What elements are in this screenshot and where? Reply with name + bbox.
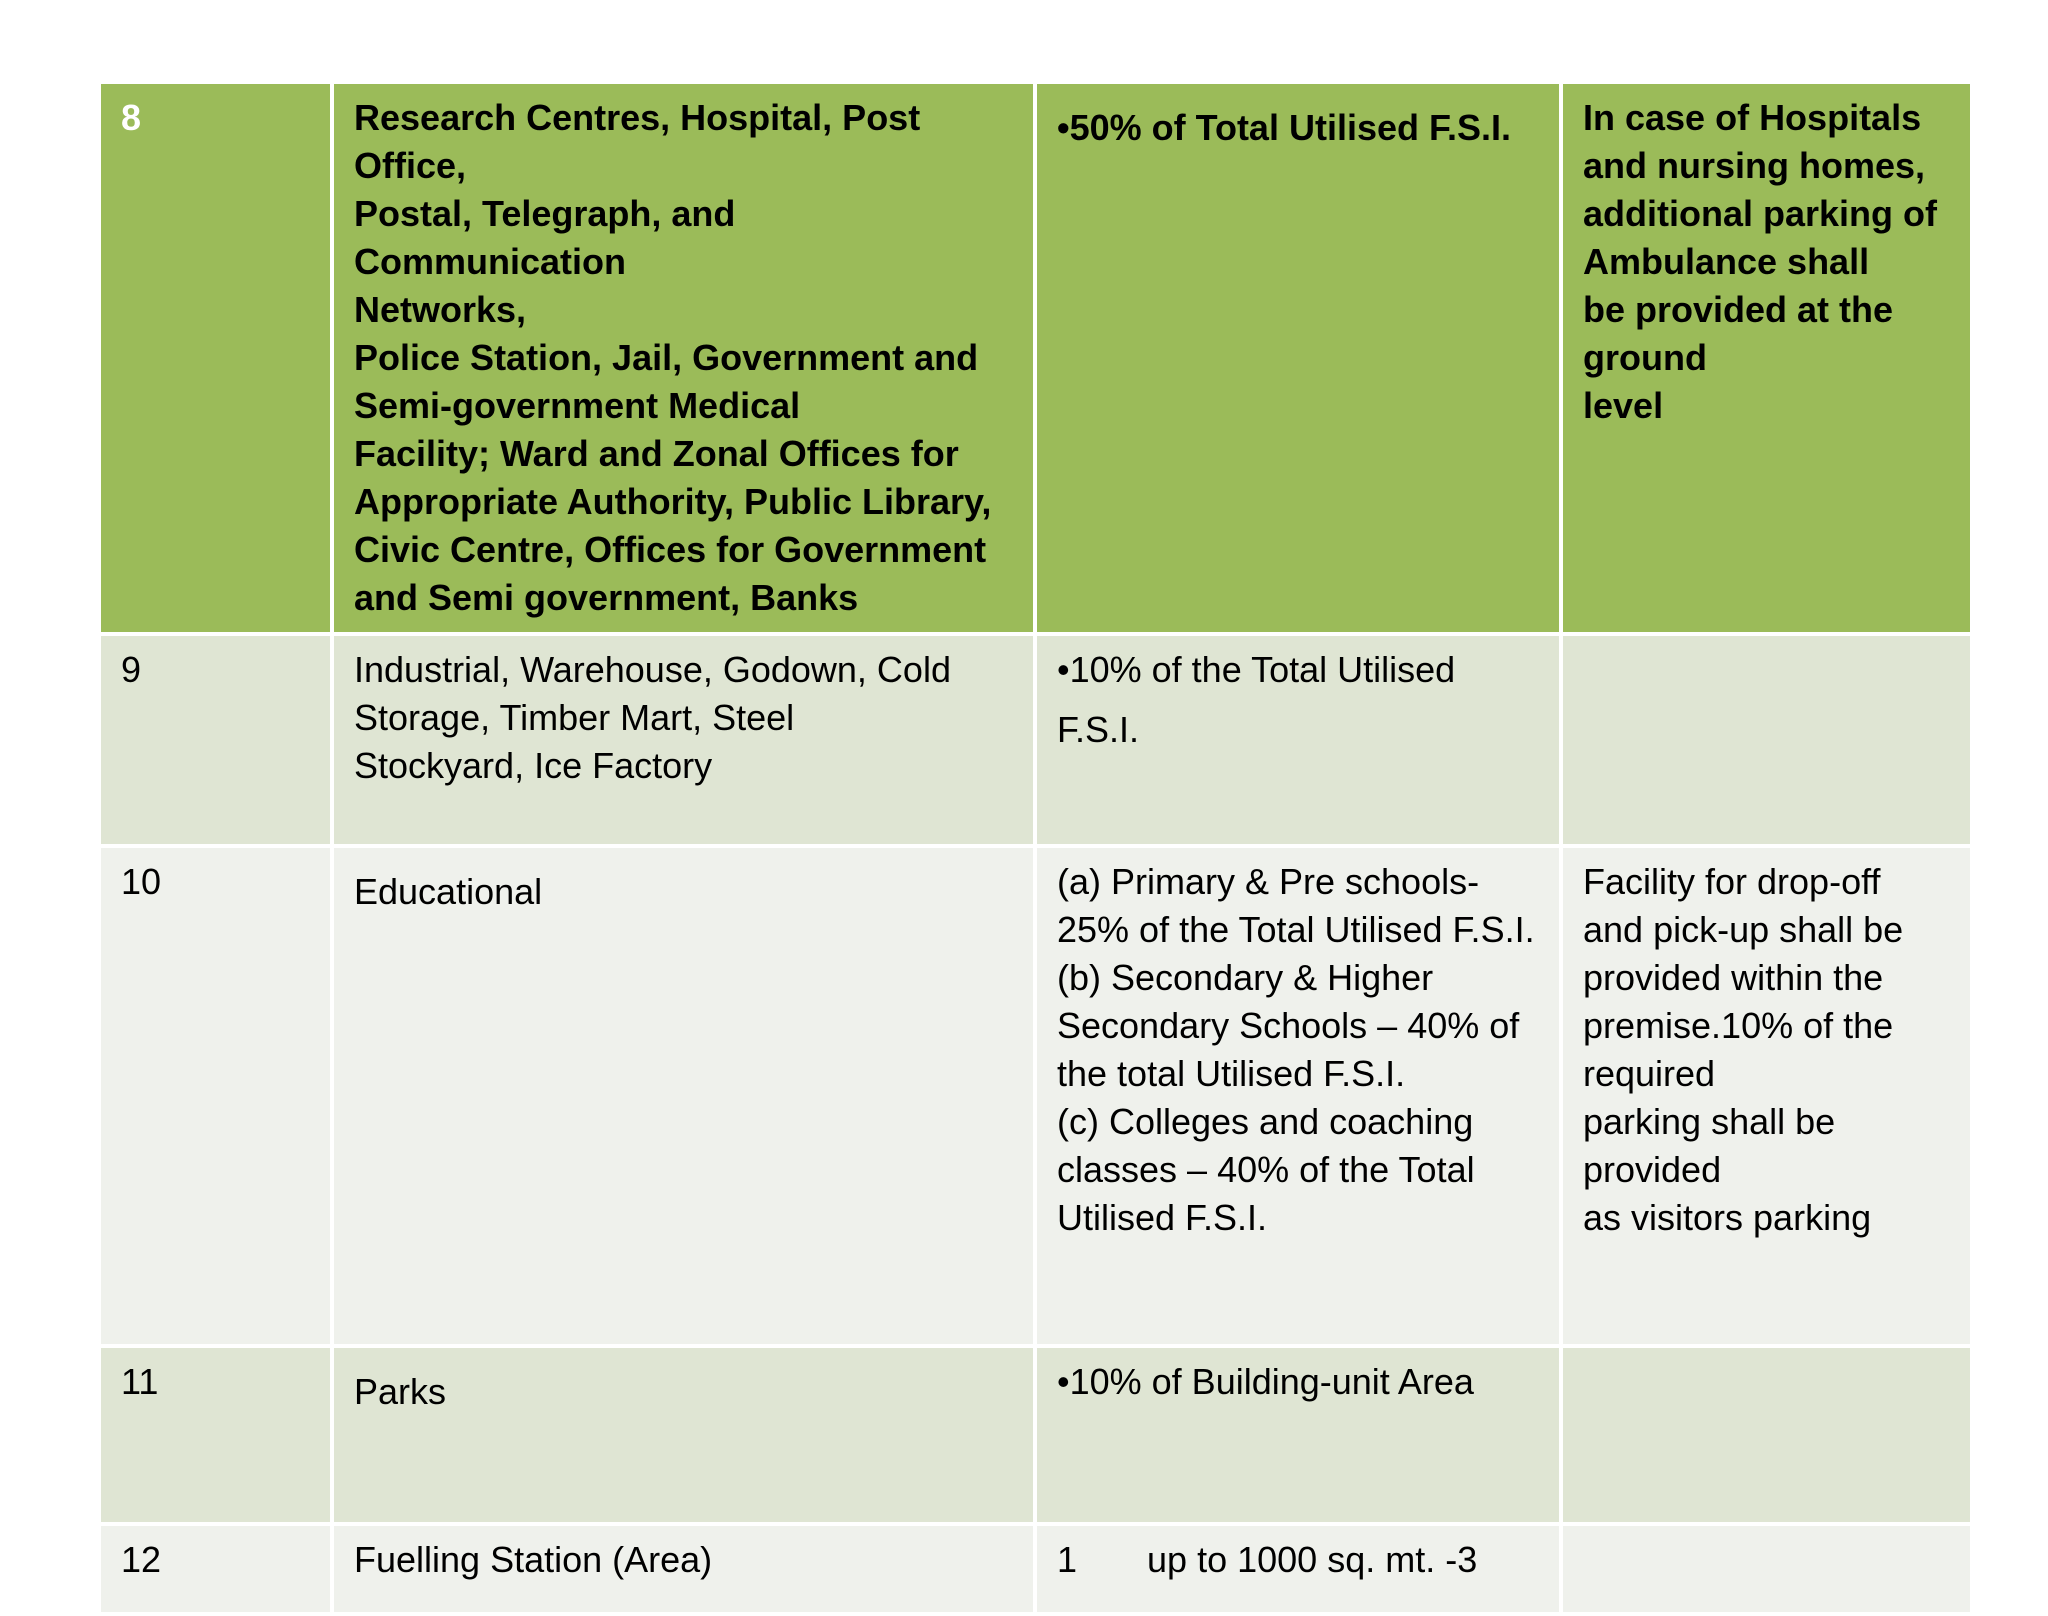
note-line: provided	[1583, 1149, 1722, 1190]
use-cell	[332, 634, 1035, 846]
table-row	[99, 1524, 1972, 1614]
note-line: and nursing homes,	[1583, 145, 1926, 186]
use-line: and Semi government, Banks	[354, 577, 859, 618]
requirement-cell	[1035, 1524, 1561, 1614]
note-line: parking shall be	[1583, 1101, 1836, 1142]
note-line: Ambulance shall	[1583, 241, 1870, 282]
note-cell	[1561, 1346, 1972, 1524]
table-row	[99, 634, 1972, 846]
use-cell	[332, 82, 1035, 634]
requirement-line: •50% of Total Utilised F.S.I.	[1057, 107, 1512, 148]
requirement-line: F.S.I.	[1057, 709, 1140, 750]
use-line: Parks	[354, 1371, 447, 1412]
requirement-line: classes – 40% of the Total	[1057, 1149, 1475, 1190]
note-cell	[1561, 634, 1972, 846]
use-line: Storage, Timber Mart, Steel	[354, 697, 795, 738]
requirement-line: •10% of Building-unit Area	[1057, 1361, 1474, 1402]
note-line: as visitors parking	[1583, 1197, 1872, 1238]
use-line: Civic Centre, Offices for Government	[354, 529, 987, 570]
row-number: 10	[99, 846, 332, 1346]
note-line: premise.10% of the	[1583, 1005, 1894, 1046]
note-line: additional parking of	[1583, 193, 1938, 234]
row-number: 8	[99, 82, 332, 634]
requirement-line: 1 up to 1000 sq. mt. -3	[1057, 1539, 1478, 1580]
note-line: provided within the	[1583, 957, 1884, 998]
note-line: ground	[1583, 337, 1707, 378]
use-line: Educational	[354, 871, 543, 912]
use-line: Facility; Ward and Zonal Offices for	[354, 433, 959, 474]
use-line: Semi-government Medical	[354, 385, 801, 426]
requirement-line: •10% of the Total Utilised	[1057, 649, 1456, 690]
table-row	[99, 1346, 1972, 1524]
use-line: Stockyard, Ice Factory	[354, 745, 713, 786]
note-line: and pick-up shall be	[1583, 909, 1904, 950]
use-cell	[332, 1346, 1035, 1524]
row-number: 12	[99, 1524, 332, 1614]
use-line: Fuelling Station (Area)	[354, 1539, 713, 1580]
requirement-cell	[1035, 846, 1561, 1346]
parking-requirements-table	[97, 80, 1974, 1616]
requirement-line: (b) Secondary & Higher	[1057, 957, 1434, 998]
use-line: Appropriate Authority, Public Library,	[354, 481, 992, 522]
requirement-line: (c) Colleges and coaching	[1057, 1101, 1474, 1142]
note-line: Facility for drop-off	[1583, 861, 1881, 902]
requirement-line: (a) Primary & Pre schools-	[1057, 861, 1480, 902]
use-line: Research Centres, Hospital, Post Office,	[354, 97, 931, 186]
requirement-line: the total Utilised F.S.I.	[1057, 1053, 1406, 1094]
requirement-cell	[1035, 82, 1561, 634]
use-line: Police Station, Jail, Government and	[354, 337, 979, 378]
requirement-cell	[1035, 634, 1561, 846]
note-cell	[1561, 846, 1972, 1346]
note-cell	[1561, 1524, 1972, 1614]
use-cell	[332, 846, 1035, 1346]
row-number: 11	[99, 1346, 332, 1524]
use-line: Industrial, Warehouse, Godown, Cold	[354, 649, 951, 690]
note-line: be provided at the	[1583, 289, 1894, 330]
use-cell	[332, 1524, 1035, 1614]
note-line: In case of Hospitals	[1583, 97, 1922, 138]
note-line: required	[1583, 1053, 1716, 1094]
row-number: 9	[99, 634, 332, 846]
requirement-line: 25% of the Total Utilised F.S.I.	[1057, 909, 1535, 950]
note-line: level	[1583, 385, 1664, 426]
note-cell	[1561, 82, 1972, 634]
table-row	[99, 82, 1972, 634]
requirement-line: Utilised F.S.I.	[1057, 1197, 1268, 1238]
requirement-cell	[1035, 1346, 1561, 1524]
requirement-line: Secondary Schools – 40% of	[1057, 1005, 1520, 1046]
table-row	[99, 846, 1972, 1346]
use-line: Postal, Telegraph, and Communication	[354, 193, 746, 282]
use-line: Networks,	[354, 289, 527, 330]
